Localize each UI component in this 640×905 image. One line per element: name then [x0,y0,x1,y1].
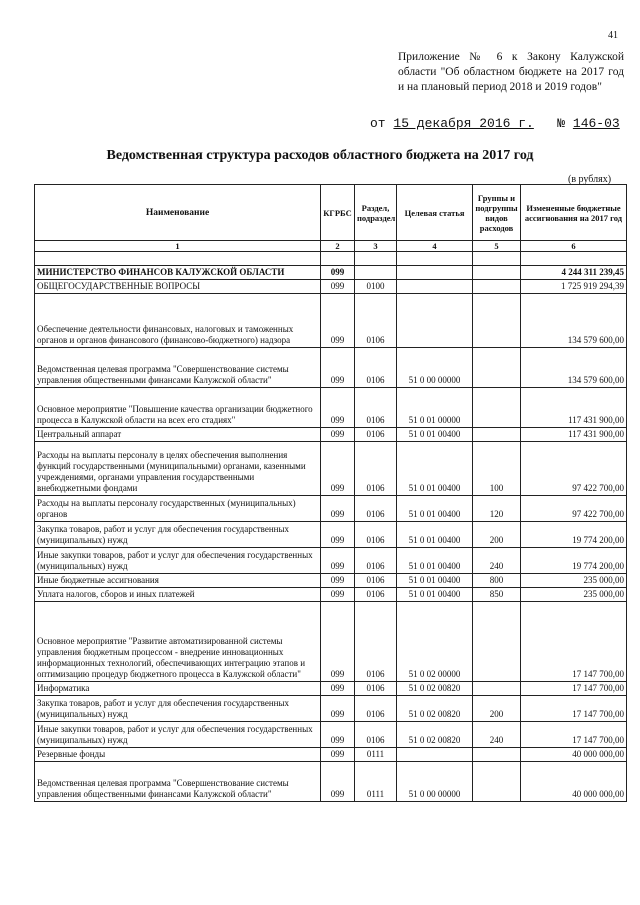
row-csr: 51 0 02 00000 [397,602,473,682]
row-sum: 117 431 900,00 [521,428,627,442]
row-name: Иные закупки товаров, работ и услуг для обеспечения государственных (муниципальных) нужд [35,548,321,574]
row-name: МИНИСТЕРСТВО ФИНАНСОВ КАЛУЖСКОЙ ОБЛАСТИ [35,266,321,280]
row-sum: 235 000,00 [521,574,627,588]
header-number: 6 [521,241,627,252]
row-name: Основное мероприятие "Развитие автоматизированной системы управления бюджетным процессом - внедрение инновационных информационных технологий, обеспечивающих интеграцию этапов и оптимизацию процедур бюджетного процесса в Калужской области" [35,602,321,682]
row-razdel: 0106 [355,348,397,388]
row-vr: 240 [473,548,521,574]
units-label: (в рублях) [568,174,612,185]
row-vr [473,602,521,682]
table-row [35,722,627,748]
row-ktrbs: 099 [321,348,355,388]
table-body [35,252,627,802]
row-name: Расходы на выплаты персоналу в целях обеспечения выполнения функций государственными (муниципальными) органами, казенными учреждениями, органами управления государственными внебюджетными фондами [35,442,321,496]
row-csr: 51 0 02 00820 [397,682,473,696]
row-ktrbs: 099 [321,280,355,294]
law-number-label: № [557,116,566,131]
row-razdel: 0100 [355,280,397,294]
row-name: Закупка товаров, работ и услуг для обеспечения государственных (муниципальных) нужд [35,696,321,722]
row-razdel [355,252,397,266]
row-name: Основное мероприятие "Повышение качества организации бюджетного процесса в Калужской области на всех его стадиях" [35,388,321,428]
row-vr: 100 [473,442,521,496]
row-vr: 850 [473,588,521,602]
row-sum: 97 422 700,00 [521,496,627,522]
row-razdel: 0106 [355,574,397,588]
row-ktrbs: 099 [321,548,355,574]
row-sum: 17 147 700,00 [521,682,627,696]
row-sum [521,252,627,266]
row-vr: 240 [473,722,521,748]
row-name: ОБЩЕГОСУДАРСТВЕННЫЕ ВОПРОСЫ [35,280,321,294]
table-row [35,388,627,428]
row-ktrbs: 099 [321,522,355,548]
header-number: 3 [355,241,397,252]
row-csr: 51 0 01 00400 [397,522,473,548]
row-vr [473,388,521,428]
table-row [35,252,627,266]
row-sum: 40 000 000,00 [521,762,627,802]
row-vr [473,348,521,388]
row-razdel: 0106 [355,682,397,696]
row-razdel: 0106 [355,496,397,522]
row-sum: 19 774 200,00 [521,548,627,574]
header-number: 4 [397,241,473,252]
row-sum: 117 431 900,00 [521,388,627,428]
row-ktrbs: 099 [321,266,355,280]
row-csr: 51 0 01 00400 [397,442,473,496]
header-name: Наименование [35,185,321,241]
table-row [35,548,627,574]
row-vr: 200 [473,696,521,722]
row-razdel: 0106 [355,442,397,496]
row-vr [473,280,521,294]
header-number: 5 [473,241,521,252]
table-row [35,280,627,294]
row-ktrbs: 099 [321,428,355,442]
row-ktrbs: 099 [321,388,355,428]
row-csr: 51 0 01 00400 [397,588,473,602]
row-razdel: 0106 [355,388,397,428]
header-vr: Группы и подгруппы видов расходов [473,185,521,241]
row-csr [397,266,473,280]
row-vr: 120 [473,496,521,522]
row-ktrbs: 099 [321,602,355,682]
row-csr: 51 0 00 00000 [397,762,473,802]
header-csr: Целевая статья [397,185,473,241]
row-ktrbs: 099 [321,294,355,348]
table-row [35,762,627,802]
row-vr: 200 [473,522,521,548]
row-csr: 51 0 01 00400 [397,428,473,442]
row-csr: 51 0 02 00820 [397,696,473,722]
table-row [35,266,627,280]
header-number-row [35,241,627,252]
table-row [35,348,627,388]
row-name: Информатика [35,682,321,696]
table-row [35,588,627,602]
row-name: Резервные фонды [35,748,321,762]
header-razdel: Раздел, подраздел [355,185,397,241]
row-ktrbs [321,252,355,266]
document-title: Ведомственная структура расходов областного бюджета на 2017 год [106,148,534,163]
row-razdel [355,266,397,280]
row-sum: 134 579 600,00 [521,294,627,348]
table-row [35,682,627,696]
budget-table [34,184,627,802]
table-row [35,522,627,548]
table-header-row [35,185,627,241]
row-name: Ведомственная целевая программа "Совершенствование системы управления общественными финансами Калужской области" [35,348,321,388]
row-csr [397,280,473,294]
row-ktrbs: 099 [321,496,355,522]
row-razdel: 0106 [355,722,397,748]
row-vr [473,294,521,348]
table-row [35,696,627,722]
page-number: 41 [608,30,618,41]
row-razdel: 0106 [355,588,397,602]
row-ktrbs: 099 [321,682,355,696]
row-ktrbs: 099 [321,574,355,588]
row-csr [397,252,473,266]
row-vr [473,762,521,802]
row-csr: 51 0 01 00000 [397,388,473,428]
row-ktrbs: 099 [321,442,355,496]
row-name: Центральный аппарат [35,428,321,442]
row-vr [473,428,521,442]
row-vr: 800 [473,574,521,588]
row-csr [397,294,473,348]
row-name [35,252,321,266]
row-sum: 97 422 700,00 [521,442,627,496]
row-vr [473,266,521,280]
header-number: 1 [35,241,321,252]
header-number: 2 [321,241,355,252]
law-reference [370,116,620,131]
row-name: Иные бюджетные ассигнования [35,574,321,588]
row-sum: 134 579 600,00 [521,348,627,388]
header-sum: Измененные бюджетные ассигнования на 2017 год [521,185,627,241]
row-ktrbs: 099 [321,696,355,722]
row-name: Расходы на выплаты персоналу государственных (муниципальных) органов [35,496,321,522]
row-sum: 17 147 700,00 [521,722,627,748]
row-razdel: 0106 [355,696,397,722]
row-razdel: 0106 [355,548,397,574]
table-row [35,428,627,442]
row-sum: 17 147 700,00 [521,602,627,682]
row-sum: 17 147 700,00 [521,696,627,722]
row-csr: 51 0 01 00400 [397,548,473,574]
row-csr: 51 0 01 00400 [397,574,473,588]
row-vr [473,748,521,762]
table-row [35,748,627,762]
law-number: 146-03 [572,116,620,131]
law-date: 15 декабря 2016 г. [393,116,534,131]
row-name: Уплата налогов, сборов и иных платежей [35,588,321,602]
row-razdel: 0106 [355,428,397,442]
row-vr [473,252,521,266]
row-sum: 19 774 200,00 [521,522,627,548]
row-vr [473,682,521,696]
row-name: Обеспечение деятельности финансовых, налоговых и таможенных органов и органов финансового (финансово-бюджетного) надзора [35,294,321,348]
row-ktrbs: 099 [321,748,355,762]
table-row [35,602,627,682]
appendix-note: Приложение № 6 к Закону Калужской области "Об областном бюджете на 2017 год и на плановый период 2018 и 2019 годов" [398,51,624,93]
row-csr: 51 0 00 00000 [397,348,473,388]
row-ktrbs: 099 [321,722,355,748]
table-row [35,496,627,522]
row-ktrbs: 099 [321,762,355,802]
row-razdel: 0106 [355,602,397,682]
row-razdel: 0111 [355,748,397,762]
row-sum: 235 000,00 [521,588,627,602]
table-row [35,294,627,348]
row-razdel: 0106 [355,294,397,348]
row-sum: 1 725 919 294,39 [521,280,627,294]
row-name: Ведомственная целевая программа "Совершенствование системы управления общественными финансами Калужской области" [35,762,321,802]
row-name: Закупка товаров, работ и услуг для обеспечения государственных (муниципальных) нужд [35,522,321,548]
table-row [35,574,627,588]
row-csr: 51 0 01 00400 [397,496,473,522]
row-razdel: 0111 [355,762,397,802]
row-sum: 40 000 000,00 [521,748,627,762]
law-prefix: от [370,116,386,131]
row-csr [397,748,473,762]
table-row [35,442,627,496]
header-ktrbs: КГРБС [321,185,355,241]
row-razdel: 0106 [355,522,397,548]
row-ktrbs: 099 [321,588,355,602]
row-sum: 4 244 311 239,45 [521,266,627,280]
row-csr: 51 0 02 00820 [397,722,473,748]
row-name: Иные закупки товаров, работ и услуг для обеспечения государственных (муниципальных) нужд [35,722,321,748]
